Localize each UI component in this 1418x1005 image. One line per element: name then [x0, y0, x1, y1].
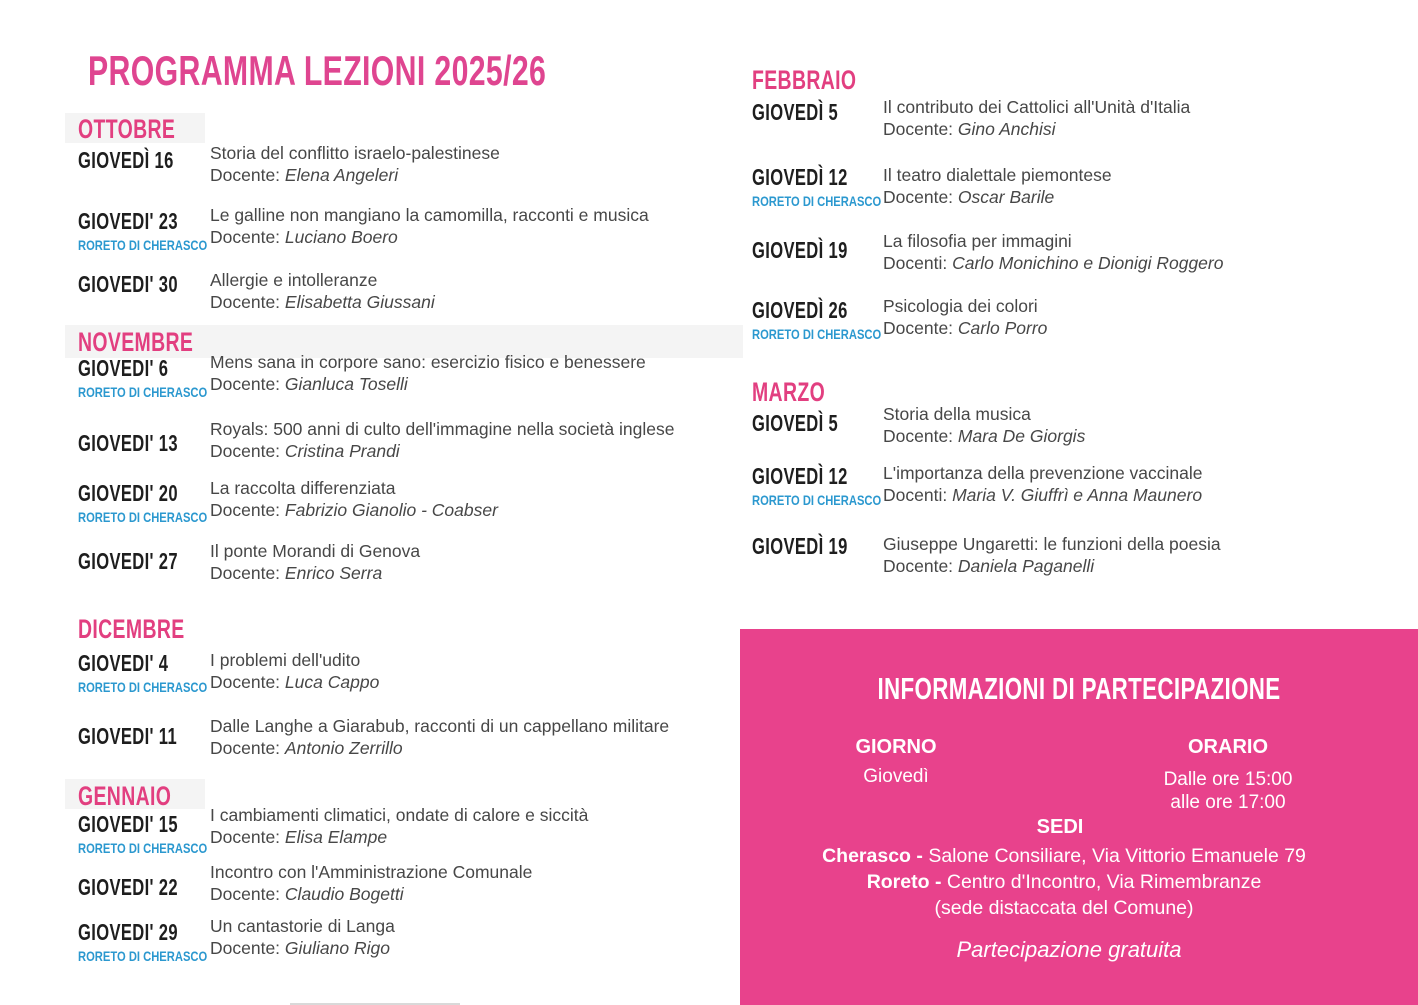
entry-location: RORETO DI CHERASCO [752, 326, 882, 342]
entry-location: RORETO DI CHERASCO [78, 840, 208, 856]
lesson-block [210, 205, 649, 248]
lesson-title: Il contributo dei Cattolici all'Unità d'Italia [883, 97, 1191, 117]
entry-date: GIOVEDI' 20 [78, 480, 178, 506]
giorno-label: GIORNO [855, 736, 937, 758]
lesson-teacher: Docente: Luca Cappo [210, 672, 380, 692]
entry-date: GIOVEDI' 27 [78, 548, 178, 574]
orario-label: ORARIO [1188, 736, 1268, 758]
date-block [752, 166, 892, 208]
date-block [78, 921, 218, 963]
date-block [752, 412, 892, 435]
lesson-teacher: Docente: Elena Angeleri [210, 165, 399, 185]
entry-date: GIOVEDÌ 5 [752, 410, 839, 436]
info-box-title: INFORMAZIONI DI PARTECIPAZIONE [877, 671, 1281, 706]
lesson-title: Giuseppe Ungaretti: le funzioni della poesia [883, 534, 1221, 554]
lesson-teacher: Docenti: Carlo Monichino e Dionigi Roggero [883, 253, 1224, 273]
lesson-teacher: Docente: Gino Anchisi [883, 119, 1056, 139]
lesson-block [210, 478, 498, 521]
entry-date: GIOVEDI' 23 [78, 208, 178, 234]
entry-date: GIOVEDÌ 19 [752, 237, 848, 263]
entry-location: RORETO DI CHERASCO [752, 492, 882, 508]
sede-roreto-note: (sede distaccata del Comune) [934, 897, 1194, 919]
lesson-block [883, 404, 1085, 447]
lesson-teacher: Docente: Oscar Barile [883, 187, 1055, 207]
lesson-title: La filosofia per immagini [883, 231, 1072, 251]
month-header-ottobre: OTTOBRE [78, 114, 176, 144]
entry-location: RORETO DI CHERASCO [78, 679, 208, 695]
lesson-teacher: Docente: Fabrizio Gianolio - Coabser [210, 500, 498, 520]
date-block [78, 652, 218, 694]
lesson-title: Royals: 500 anni di culto dell'immagine nella società inglese [210, 419, 675, 439]
lesson-block [210, 805, 588, 848]
date-block [78, 482, 218, 524]
lesson-block [883, 463, 1203, 506]
lesson-block [210, 916, 395, 959]
month-header-febbraio: FEBBRAIO [752, 65, 857, 95]
entry-date: GIOVEDI' 13 [78, 430, 178, 456]
month-header-marzo: MARZO [752, 377, 826, 407]
lesson-title: Un cantastorie di Langa [210, 916, 395, 936]
lesson-block [210, 716, 669, 759]
lesson-block [210, 352, 646, 395]
entry-date: GIOVEDI' 11 [78, 723, 178, 749]
lesson-title: Storia del conflitto israelo-palestinese [210, 143, 500, 163]
date-block [78, 813, 218, 855]
lesson-teacher: Docente: Antonio Zerrillo [210, 738, 403, 758]
month-header-dicembre: DICEMBRE [78, 614, 185, 644]
sede-roreto: Roreto - Centro d'Incontro, Via Rimembranze [866, 871, 1262, 893]
sedi-label: SEDI [1036, 816, 1084, 838]
lesson-teacher: Docente: Enrico Serra [210, 563, 383, 583]
lesson-teacher: Docente: Claudio Bogetti [210, 884, 404, 904]
free-participation-note: Partecipazione gratuita [956, 937, 1182, 962]
entry-date: GIOVEDÌ 26 [752, 297, 848, 323]
lesson-teacher: Docente: Mara De Giorgis [883, 426, 1086, 446]
entry-date: GIOVEDÌ 19 [752, 533, 848, 559]
lesson-block [210, 143, 500, 186]
entry-date: GIOVEDI' 22 [78, 874, 178, 900]
lesson-title: Il ponte Morandi di Genova [210, 541, 421, 561]
lesson-block [883, 231, 1223, 274]
lesson-block [210, 650, 379, 693]
lesson-block [883, 534, 1221, 577]
participation-info-box [740, 629, 1418, 1005]
lesson-teacher: Docente: Elisa Elampe [210, 827, 388, 847]
lesson-teacher: Docente: Cristina Prandi [210, 441, 400, 461]
giorno-value: Giovedì [863, 766, 929, 787]
lesson-block [210, 862, 532, 905]
lesson-teacher: Docente: Daniela Paganelli [883, 556, 1095, 576]
entry-date: GIOVEDÌ 16 [78, 147, 174, 173]
lesson-block [883, 97, 1190, 140]
lesson-block [883, 165, 1112, 208]
date-block [78, 876, 218, 899]
date-block [78, 210, 218, 252]
lesson-title: Il teatro dialettale piemontese [883, 165, 1112, 185]
entry-date: GIOVEDI' 30 [78, 271, 178, 297]
lesson-teacher: Docente: Gianluca Toselli [210, 374, 408, 394]
sede-cherasco: Cherasco - Salone Consiliare, Via Vittorio Emanuele 79 [822, 845, 1306, 867]
lesson-block [210, 419, 674, 462]
entry-date: GIOVEDÌ 12 [752, 463, 848, 489]
lesson-title: I problemi dell'udito [210, 650, 361, 670]
lesson-title: Storia della musica [883, 404, 1031, 424]
lesson-title: I cambiamenti climatici, ondate di calore e siccità [210, 805, 589, 825]
entry-date: GIOVEDI' 15 [78, 811, 178, 837]
entry-location: RORETO DI CHERASCO [78, 237, 208, 253]
lesson-title: Le galline non mangiano la camomilla, racconti e musica [210, 205, 649, 225]
date-block [752, 535, 892, 558]
lesson-title: Allergie e intolleranze [210, 270, 378, 290]
entry-location: RORETO DI CHERASCO [78, 384, 208, 400]
lesson-title: Mens sana in corpore sano: esercizio fisico e benessere [210, 352, 646, 372]
page-title [88, 47, 724, 94]
lesson-title: La raccolta differenziata [210, 478, 396, 498]
lesson-teacher: Docente: Giuliano Rigo [210, 938, 390, 958]
lesson-title: Dalle Langhe a Giarabub, racconti di un cappellano militare [210, 716, 670, 736]
date-block [78, 725, 218, 748]
entry-location: RORETO DI CHERASCO [78, 948, 208, 964]
date-block [752, 465, 892, 507]
month-header-gennaio: GENNAIO [78, 781, 172, 811]
date-block [78, 273, 218, 296]
date-block [752, 239, 892, 262]
entry-location: RORETO DI CHERASCO [752, 193, 882, 209]
lesson-block [210, 270, 435, 313]
entry-date: GIOVEDÌ 5 [752, 99, 839, 125]
lesson-title: Psicologia dei colori [883, 296, 1038, 316]
date-block [78, 357, 218, 399]
orario-line1: Dalle ore 15:00 [1163, 769, 1293, 790]
lesson-title: Incontro con l'Amministrazione Comunale [210, 862, 533, 882]
lesson-block [210, 541, 420, 584]
entry-date: GIOVEDI' 6 [78, 355, 169, 381]
orario-line2: alle ore 17:00 [1170, 792, 1286, 813]
date-block [752, 299, 892, 341]
lesson-teacher: Docente: Luciano Boero [210, 227, 398, 247]
entry-date: GIOVEDI' 4 [78, 650, 169, 676]
entry-date: GIOVEDI' 29 [78, 919, 178, 945]
lesson-teacher: Docente: Elisabetta Giussani [210, 292, 435, 312]
lesson-teacher: Docenti: Maria V. Giuffrì e Anna Maunero [883, 485, 1203, 505]
entry-location: RORETO DI CHERASCO [78, 509, 208, 525]
date-block [752, 101, 892, 124]
date-block [78, 149, 218, 172]
lesson-title: L'importanza della prevenzione vaccinale [883, 463, 1203, 483]
date-block [78, 432, 218, 455]
lesson-block [883, 296, 1047, 339]
month-header-novembre: NOVEMBRE [78, 327, 194, 357]
date-block [78, 550, 218, 573]
page-title-text: PROGRAMMA LEZIONI 2025/26 [88, 47, 547, 94]
entry-date: GIOVEDÌ 12 [752, 164, 848, 190]
lesson-teacher: Docente: Carlo Porro [883, 318, 1048, 338]
